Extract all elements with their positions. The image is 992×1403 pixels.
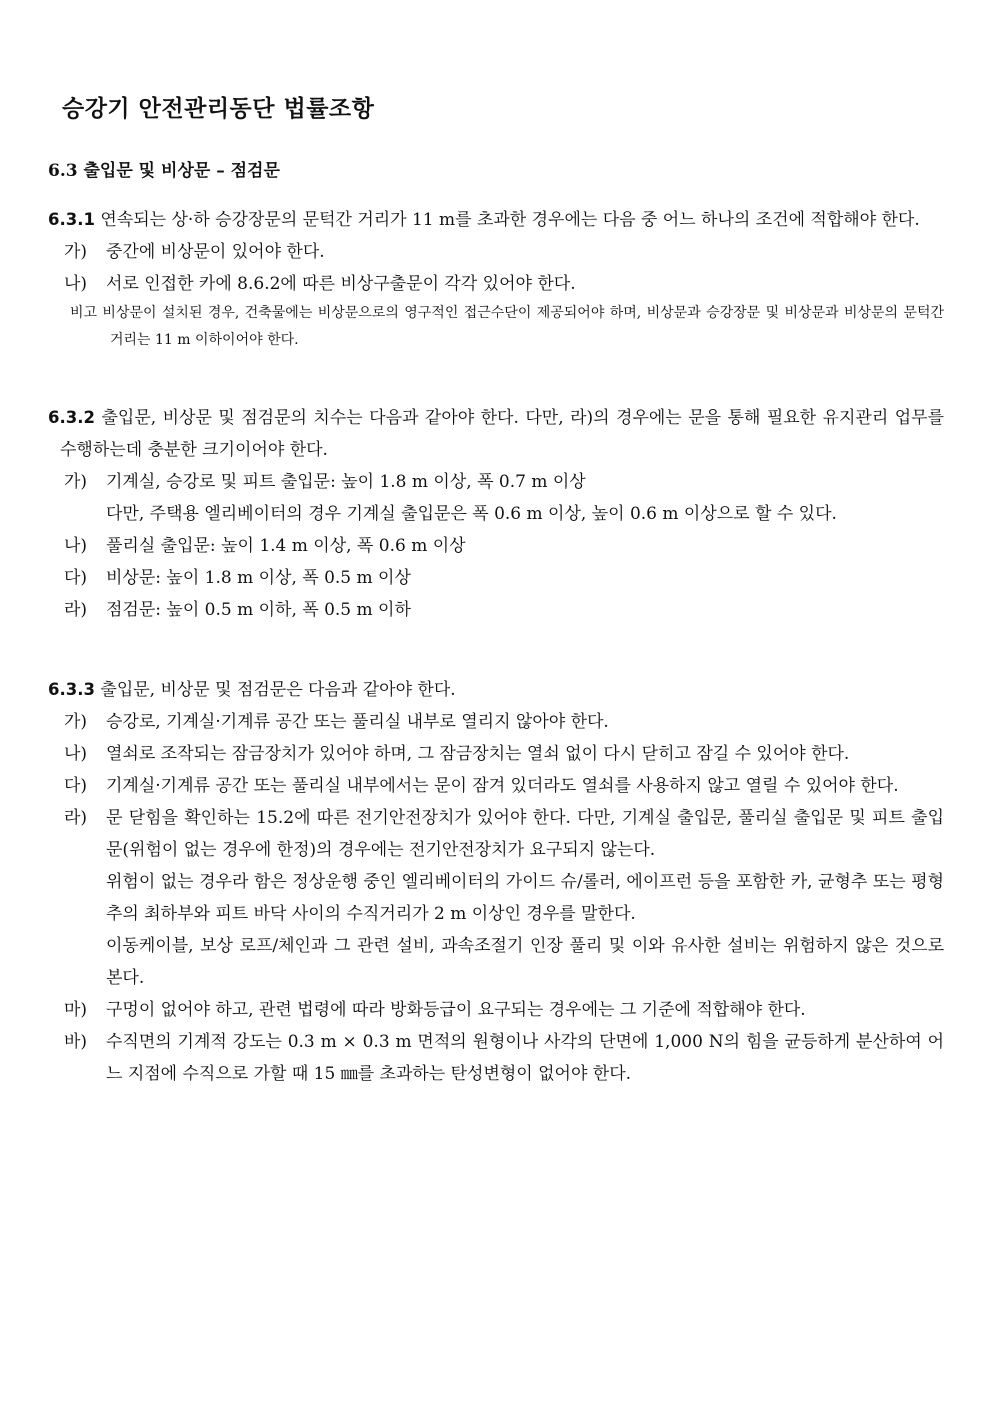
item-text: 수직면의 기계적 강도는 0.3 m × 0.3 m 면적의 원형이나 사각의 단면에 1,000 N의 힘을 균등하게 분산하여 어느 지점에 수직으로 가할 때 15 ㎜를 초과하는 탄성변형이 없어야 한다. xyxy=(106,1032,944,1084)
list-item xyxy=(48,268,944,300)
item-text: 기계실, 승강로 및 피트 출입문: 높이 1.8 m 이상, 폭 0.7 m 이상 xyxy=(106,472,586,492)
item-text: 중간에 비상문이 있어야 한다. xyxy=(106,242,325,262)
item-label: 라) xyxy=(64,600,88,620)
item-continuation: 위험이 없는 경우라 함은 정상운행 중인 엘리베이터의 가이드 슈/롤러, 에이프런 등을 포함한 카, 균형추 또는 평형추의 최하부와 피트 바닥 사이의 수직거리가 2 m 이상인 경우를 말한다. xyxy=(106,872,944,924)
item-text: 구멍이 없어야 하고, 관련 법령에 따라 방화등급이 요구되는 경우에는 그 기준에 적합해야 한다. xyxy=(106,1000,806,1020)
clause-text: 출입문, 비상문 및 점검문은 다음과 같아야 한다. xyxy=(100,680,456,700)
item-text: 서로 인접한 카에 8.6.2에 따른 비상구출문이 각각 있어야 한다. xyxy=(106,274,576,294)
item-continuation: 이동케이블, 보상 로프/체인과 그 관련 설비, 과속조절기 인장 풀리 및 이와 유사한 설비는 위험하지 않은 것으로 본다. xyxy=(106,936,944,988)
item-label: 나) xyxy=(64,536,88,556)
clause-text: 출입문, 비상문 및 점검문의 치수는 다음과 같아야 한다. 다만, 라)의 경우에는 문을 통해 필요한 유지관리 업무를 수행하는데 충분한 크기이어야 한다. xyxy=(60,408,945,460)
list-item xyxy=(48,706,944,738)
clause-number: 6.3.3 xyxy=(48,680,95,699)
item-label: 마) xyxy=(64,1000,88,1020)
item-continuation: 다만, 주택용 엘리베이터의 경우 기계실 출입문은 폭 0.6 m 이상, 높이 0.6 m 이상으로 할 수 있다. xyxy=(106,504,837,524)
list-item xyxy=(48,770,944,802)
list-item xyxy=(48,236,944,268)
clause-6-3-3 xyxy=(48,674,944,1090)
section-heading: 6.3 출입문 및 비상문 – 점검문 xyxy=(48,161,280,181)
item-label: 다) xyxy=(64,568,88,588)
clause-6-3-2 xyxy=(48,402,944,626)
clause-text: 연속되는 상·하 승강장문의 문턱간 거리가 11 m를 초과한 경우에는 다음 중 어느 하나의 조건에 적합해야 한다. xyxy=(100,210,920,230)
clause-paragraph xyxy=(48,402,944,466)
item-text: 승강로, 기계실·기계류 공간 또는 풀리실 내부로 열리지 않아야 한다. xyxy=(106,712,609,732)
clause-number: 6.3.1 xyxy=(48,210,95,229)
list-item xyxy=(48,1026,944,1090)
item-text: 비상문: 높이 1.8 m 이상, 폭 0.5 m 이상 xyxy=(106,568,411,588)
item-label: 다) xyxy=(64,776,88,796)
item-text: 기계실·기계류 공간 또는 풀리실 내부에서는 문이 잠겨 있더라도 열쇠를 사용하지 않고 열릴 수 있어야 한다. xyxy=(106,776,899,796)
clause-6-3-1 xyxy=(48,204,944,354)
item-label: 라) xyxy=(64,808,88,828)
item-text: 문 닫힘을 확인하는 15.2에 따른 전기안전장치가 있어야 한다. 다만, 기계실 출입문, 풀리실 출입문 및 피트 출입문(위험이 없는 경우에 한정)의 경우에는 전기안전장치가 요구되지 않는다. xyxy=(106,808,944,860)
remark-note: 비고 비상문이 설치된 경우, 건축물에는 비상문으로의 영구적인 접근수단이 제공되어야 하며, 비상문과 승강장문 및 비상문과 비상문의 문턱간 거리는 11 m 이하이어야 한다. xyxy=(70,305,944,348)
item-label: 가) xyxy=(64,472,88,492)
item-text: 풀리실 출입문: 높이 1.4 m 이상, 폭 0.6 m 이상 xyxy=(106,536,466,556)
item-label: 가) xyxy=(64,712,88,732)
item-label: 가) xyxy=(64,242,88,262)
clause-paragraph xyxy=(48,204,944,236)
list-item xyxy=(48,530,944,562)
item-text: 열쇠로 조작되는 잠금장치가 있어야 하며, 그 잠금장치는 열쇠 없이 다시 닫히고 잠길 수 있어야 한다. xyxy=(106,744,850,764)
item-label: 바) xyxy=(64,1032,88,1052)
list-item xyxy=(48,562,944,594)
list-item xyxy=(48,738,944,770)
list-item xyxy=(48,994,944,1026)
list-item xyxy=(48,466,944,498)
list-item xyxy=(48,594,944,626)
item-label: 나) xyxy=(64,744,88,764)
item-label: 나) xyxy=(64,274,88,294)
clause-paragraph xyxy=(48,674,944,706)
document-title: 승강기 안전관리동단 법률조항 xyxy=(62,95,375,122)
item-text: 점검문: 높이 0.5 m 이하, 폭 0.5 m 이하 xyxy=(106,600,411,620)
list-item xyxy=(48,802,944,866)
clause-number: 6.3.2 xyxy=(48,408,95,427)
